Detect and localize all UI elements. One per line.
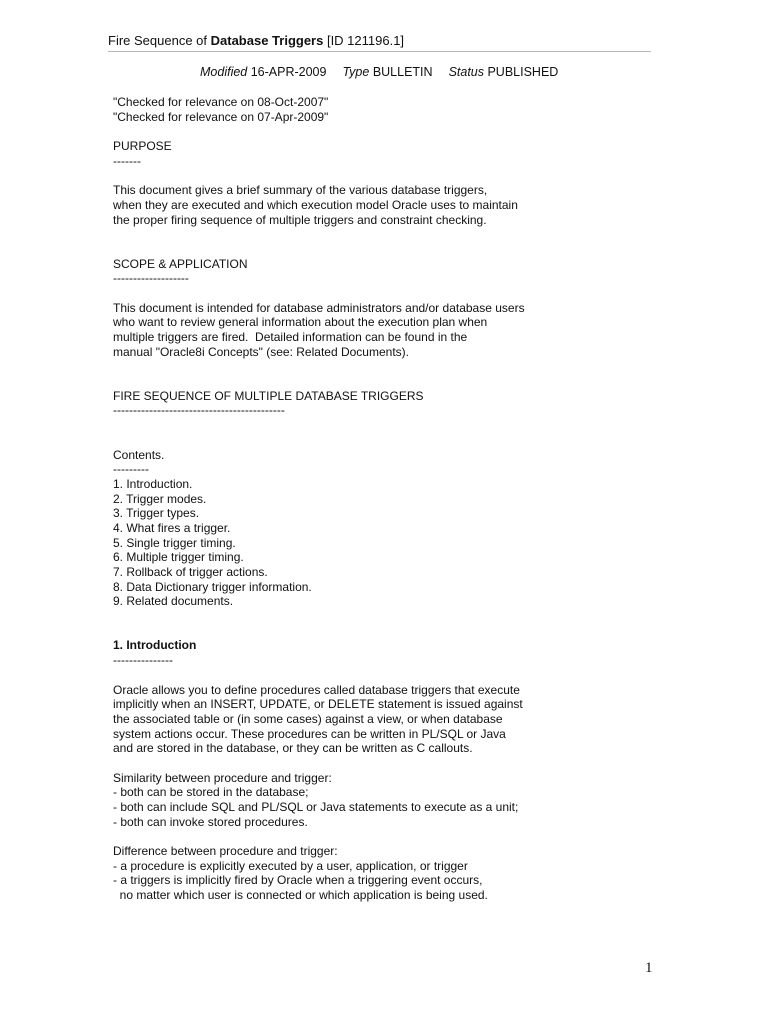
similarity-heading: Similarity between procedure and trigger:: [113, 770, 332, 785]
fire-sequence-underline: -------------------------------------------: [113, 403, 285, 418]
contents-item: 3. Trigger types.: [113, 506, 200, 521]
introduction-text-line: system actions occur. These procedures can be written in PL/SQL or Java: [113, 726, 506, 741]
contents-item: 1. Introduction.: [113, 476, 193, 491]
fire-sequence-heading: FIRE SEQUENCE OF MULTIPLE DATABASE TRIGGERS: [113, 388, 424, 403]
document-metadata: [200, 64, 558, 80]
similarity-item: - both can be stored in the database;: [113, 785, 309, 800]
type-label: Type: [342, 65, 370, 79]
difference-heading: Difference between procedure and trigger:: [113, 844, 338, 859]
status-value: PUBLISHED: [484, 65, 559, 79]
scope-text-line: manual "Oracle8i Concepts" (see: Related Documents).: [113, 344, 409, 359]
contents-item: 6. Multiple trigger timing.: [113, 550, 244, 565]
scope-text-line: multiple triggers are fired. Detailed information can be found in the: [113, 330, 468, 344]
purpose-text-line: when they are executed and which execution model Oracle uses to maintain: [113, 197, 518, 212]
introduction-text-line: and are stored in the database, or they can be written as C callouts.: [113, 741, 473, 756]
introduction-heading: 1. Introduction: [113, 638, 197, 653]
similarity-item: - both can invoke stored procedures.: [113, 814, 308, 829]
purpose-text-line: This document gives a brief summary of the various database triggers,: [113, 183, 488, 198]
difference-item: - a procedure is explicitly executed by a user, application, or trigger: [113, 858, 468, 873]
scope-heading: SCOPE & APPLICATION: [113, 256, 248, 271]
introduction-text-line: implicitly when an INSERT, UPDATE, or DELETE statement is issued against: [113, 697, 523, 712]
document-header: [108, 33, 651, 52]
contents-item: 9. Related documents.: [113, 594, 234, 609]
relevance-line: "Checked for relevance on 08-Oct-2007": [113, 95, 329, 109]
status-label: Status: [448, 65, 484, 79]
scope-underline: -------------------: [113, 271, 189, 286]
relevance-line: "Checked for relevance on 07-Apr-2009": [113, 109, 329, 124]
modified-value: 16-APR-2009: [247, 65, 327, 79]
contents-item: 7. Rollback of trigger actions.: [113, 565, 268, 579]
introduction-text-line: Oracle allows you to define procedures called database triggers that execute: [113, 682, 520, 697]
contents-heading: Contents.: [113, 447, 165, 462]
page-number: 1: [645, 960, 653, 976]
introduction-text-line: the associated table or (in some cases) against a view, or when database: [113, 711, 503, 726]
header-doc-id: [ID 121196.1]: [323, 33, 405, 48]
contents-item: 4. What fires a trigger.: [113, 520, 231, 535]
difference-item: - a triggers is implicitly fired by Oracle when a triggering event occurs,: [113, 873, 483, 888]
document-body: [113, 95, 673, 903]
type-value: BULLETIN: [369, 65, 433, 79]
header-title-prefix: Fire Sequence of: [108, 33, 211, 48]
contents-underline: ---------: [113, 462, 149, 477]
contents-item: 8. Data Dictionary trigger information.: [113, 579, 312, 594]
purpose-heading: PURPOSE: [113, 139, 172, 154]
difference-item: no matter which user is connected or which application is being used.: [113, 888, 488, 903]
contents-item: 5. Single trigger timing.: [113, 535, 236, 550]
modified-label: Modified: [200, 65, 248, 79]
header-title-bold: Database Triggers: [210, 33, 324, 48]
similarity-item: - both can include SQL and PL/SQL or Java statements to execute as a unit;: [113, 800, 519, 814]
purpose-text-line: the proper firing sequence of multiple triggers and constraint checking.: [113, 212, 487, 227]
introduction-underline: ---------------: [113, 653, 173, 668]
scope-text-line: This document is intended for database administrators and/or database users: [113, 300, 525, 315]
contents-item: 2. Trigger modes.: [113, 491, 207, 506]
purpose-underline: -------: [113, 153, 141, 168]
scope-text-line: who want to review general information about the execution plan when: [113, 315, 488, 330]
